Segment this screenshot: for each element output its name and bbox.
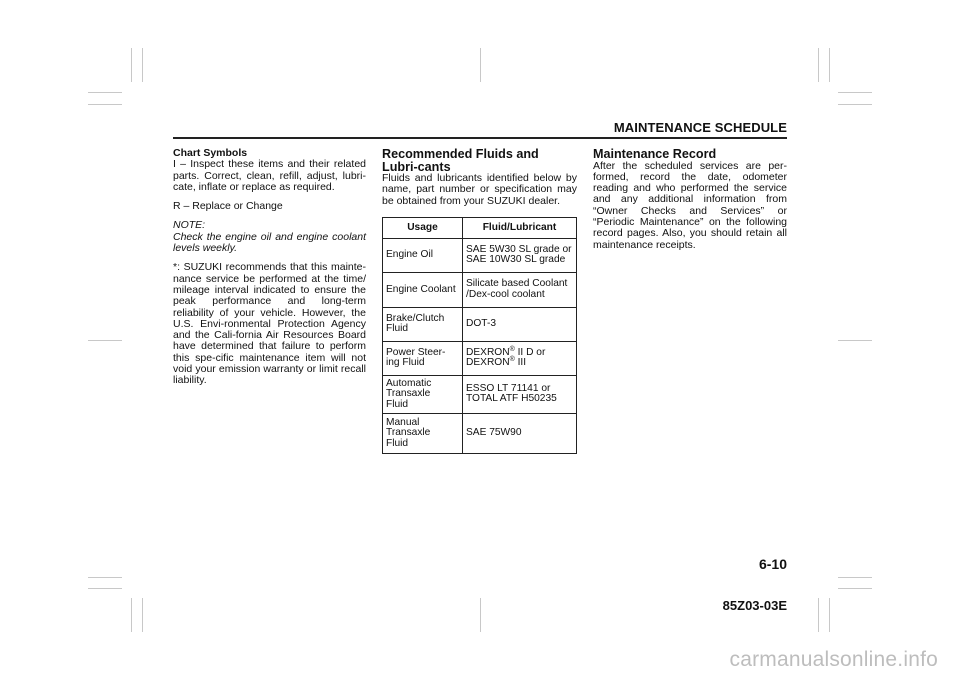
- table-row: [383, 375, 577, 413]
- usage-line: Manual: [386, 416, 420, 428]
- left-column: [173, 148, 366, 387]
- usage-cell: Engine Oil: [383, 238, 463, 272]
- chart-symbols-heading: Chart Symbols: [173, 147, 248, 159]
- fluid-cell: DOT-3: [463, 307, 577, 341]
- fluid-line-rest: II D or: [514, 346, 546, 358]
- watermark-text: carmanualsonline.info: [729, 648, 938, 671]
- usage-line: ing Fluid: [386, 357, 425, 369]
- table-row: [383, 307, 577, 341]
- fluid-line: TOTAL ATF H50235: [466, 393, 557, 405]
- fluid-line: SAE 5W30 SL grade or: [466, 243, 572, 255]
- maintenance-record-text: After the scheduled services are per-formed, record the date, odometer reading and who performed the service and any additional information from “Owner Checks and Services” or “Periodic Maintenance” on the following record pages. Also, you should retain all maintenance receipts.: [593, 159, 787, 251]
- usage-line: Brake/Clutch: [386, 312, 445, 324]
- fluids-intro: Fluids and lubricants identified below by name, part number or specification may be obtained from your SUZUKI dealer.: [382, 172, 577, 207]
- footnote-text: *: SUZUKI recommends that this mainte-nance service be performed at the time/ mileage interval indicated to ensure the peak performance and long-term reliability of your vehicle. However, the U.S. Envi-ronmental Protection Agency and the Cali-fornia Air Resources Board have determined that failure to perform this spe-cific maintenance item will not void your emission warranty or limit recall liability.: [173, 261, 366, 387]
- usage-line: Transaxle: [386, 427, 431, 439]
- usage-line: Automatic: [386, 377, 432, 389]
- right-column: [593, 148, 787, 251]
- usage-cell: Engine Coolant: [383, 272, 463, 307]
- column-header-fluid: Fluid/Lubricant: [463, 217, 577, 238]
- table-row: [383, 238, 577, 272]
- usage-line: Fluid: [386, 437, 409, 449]
- note-text: Check the engine oil and engine coolant levels weekly.: [173, 230, 366, 255]
- fluid-line: DEXRON: [466, 346, 510, 358]
- column-header-usage: Usage: [383, 217, 463, 238]
- fluid-line: SAE 10W30 SL grade: [466, 254, 566, 266]
- document-code: 85Z03-03E: [722, 598, 787, 613]
- fluid-cell: [463, 238, 577, 272]
- usage-cell: [383, 307, 463, 341]
- fluid-cell: [463, 272, 577, 307]
- usage-line: Fluid: [386, 323, 409, 335]
- table-header-row: [383, 217, 577, 238]
- fluids-heading: Recommended Fluids and Lubri-cants: [382, 147, 539, 174]
- page-number: 6-10: [758, 556, 787, 572]
- table-row: [383, 341, 577, 375]
- usage-line: Transaxle: [386, 388, 431, 400]
- fluid-line-rest: III: [514, 357, 527, 369]
- registered-mark: ®: [509, 345, 515, 353]
- fluid-line: /Dex-cool coolant: [466, 288, 545, 300]
- fluid-cell: [463, 341, 577, 375]
- page-header-title: MAINTENANCE SCHEDULE: [613, 120, 787, 135]
- usage-line: Power Steer-: [386, 346, 446, 358]
- header-rule: [173, 137, 787, 139]
- maintenance-record-heading: Maintenance Record: [593, 147, 717, 161]
- replace-definition: R – Replace or Change: [173, 200, 283, 213]
- fluid-cell: SAE 75W90: [463, 413, 577, 453]
- usage-cell: [383, 341, 463, 375]
- usage-cell: [383, 375, 463, 413]
- note-label: NOTE:: [173, 219, 206, 232]
- registered-mark: ®: [509, 356, 515, 364]
- fluid-line: Silicate based Coolant: [466, 278, 568, 290]
- fluids-table: [382, 217, 577, 454]
- fluid-cell: [463, 375, 577, 413]
- usage-line: Fluid: [386, 398, 409, 410]
- inspect-definition: I – Inspect these items and their related parts. Correct, clean, refill, adjust, lubri-cate, inflate or replace as required.: [173, 158, 366, 193]
- fluid-line: DEXRON: [466, 357, 510, 369]
- fluid-line: ESSO LT 71141 or: [466, 382, 551, 394]
- middle-column: [382, 148, 577, 454]
- usage-cell: [383, 413, 463, 453]
- table-row: [383, 413, 577, 453]
- table-row: [383, 272, 577, 307]
